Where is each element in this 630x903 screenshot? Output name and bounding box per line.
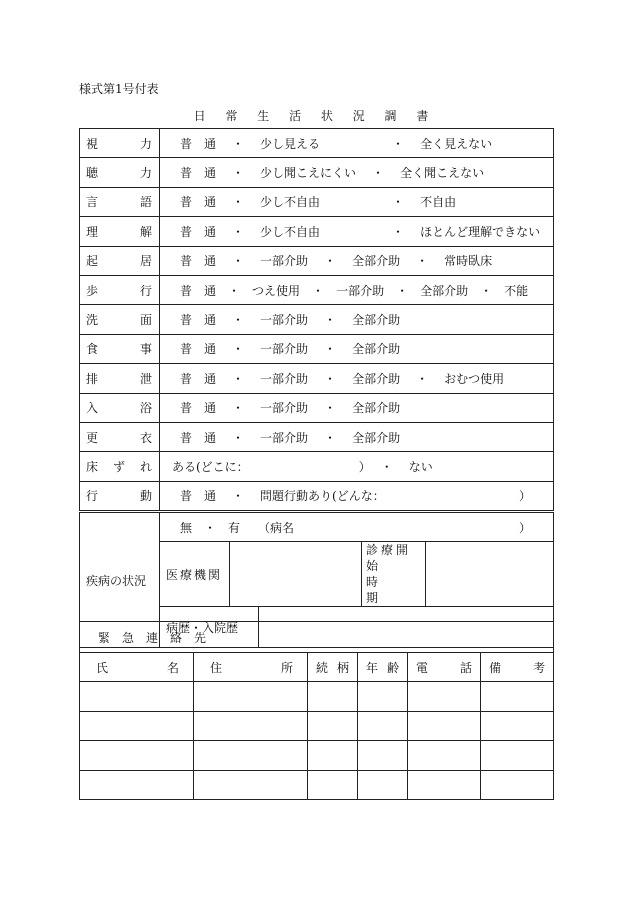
separator-dot: ・ [392,136,405,151]
contact-cell[interactable] [308,741,358,771]
bedsore-no[interactable]: ない [408,459,433,474]
option-choice[interactable]: 普 通 [180,342,217,357]
assessment-label: 更 衣 [80,422,160,451]
assessment-label: 歩 行 [80,275,160,304]
option-choice[interactable]: 不自由 [420,195,457,210]
assessment-row [80,364,554,393]
form-number: 様式第1号付表 [79,82,159,96]
option-choice[interactable]: 一部介助 [260,254,309,269]
option-choice [336,223,376,240]
assessment-options [160,158,554,187]
contact-cell[interactable] [194,741,308,771]
separator-dot: ・ [232,166,245,181]
separator-dot: ・ [232,254,245,269]
contact-cell[interactable] [308,682,358,712]
assessment-row [80,158,554,187]
contact-cell[interactable] [80,711,194,741]
bedsore-options[interactable]: ある(どこに： ） ・ ない [160,452,554,481]
option-choice[interactable]: おむつ使用 [444,371,505,386]
assessment-row [80,393,554,422]
separator-dot: ・ [396,283,409,298]
separator-dot: ・ [392,224,405,239]
option-choice[interactable]: 常時臥床 [444,254,493,269]
option-choice[interactable]: 普 通 [180,254,217,269]
contact-cell[interactable] [194,711,308,741]
contact-column-header: 続 柄 [308,653,358,682]
separator-dot: ・ [232,136,245,151]
assessment-options [160,187,554,216]
separator-dot: ・ [392,195,405,210]
separator-dot: ・ [372,166,385,181]
separator-dot: ・ [232,489,245,504]
separator-dot: ・ [232,224,245,239]
assessment-label: 食 事 [80,334,160,363]
option-choice[interactable]: 全部介助 [352,401,401,416]
separator-dot: ・ [232,401,245,416]
option-choice[interactable]: 一部介助 [260,371,309,386]
contact-cell[interactable] [194,682,308,712]
bedsore-yes[interactable]: ある(どこに： [172,459,249,474]
contact-cell[interactable] [481,711,554,741]
assessment-label: 言 語 [80,187,160,216]
separator-dot: ・ [232,195,245,210]
assessment-options [160,422,554,451]
separator-dot: ・ [416,254,429,269]
option-choice[interactable]: 全部介助 [352,430,401,445]
option-choice[interactable]: 少し見える [260,136,321,151]
option-choice[interactable]: 全部介助 [352,254,401,269]
assessment-options [160,393,554,422]
option-choice[interactable]: 普 通 [180,224,217,239]
hospital-label: 医療機関 [160,542,230,607]
assessment-options [160,275,554,304]
behavior-normal[interactable]: 普 通 [180,489,217,504]
option-choice[interactable]: 一部介助 [260,342,309,357]
separator-dot: ・ [380,459,393,474]
assessment-options [160,334,554,363]
option-choice[interactable]: 普 通 [180,195,217,210]
contact-cell[interactable] [194,770,308,800]
contact-cell[interactable] [481,741,554,771]
daily-living-table [79,128,554,511]
separator-dot: ・ [232,342,245,357]
contact-cell[interactable] [358,770,408,800]
separator-dot: ・ [324,371,337,386]
emergency-contact-title: 緊 急 連 絡 先 [80,622,554,653]
contact-row [80,682,554,712]
assessment-label: 理 解 [80,217,160,246]
contact-cell[interactable] [80,682,194,712]
option-choice[interactable]: 全部介助 [352,371,401,386]
option-choice[interactable]: 少し不自由 [260,224,321,239]
separator-dot: ・ [480,283,493,298]
contact-cell[interactable] [80,741,194,771]
separator-dot: ・ [232,371,245,386]
treatment-start-value-cell[interactable] [426,542,554,607]
assessment-row [80,275,554,304]
contact-row [80,741,554,771]
assessment-row [80,217,554,246]
option-choice[interactable]: 普 通 [180,283,217,298]
assessment-label: 起 居 [80,246,160,275]
contact-cell[interactable] [308,770,358,800]
contact-row [80,770,554,800]
disease-status-label: 疾病の状況 [80,513,160,648]
bedsore-row [80,452,554,481]
contact-cell[interactable] [358,741,408,771]
disease-presence-text: 無 ・ 有 （病名 [180,520,295,535]
separator-dot: ・ [312,283,325,298]
separator-dot: ・ [324,313,337,328]
option-choice[interactable]: 全部介助 [420,283,469,298]
assessment-row [80,305,554,334]
contact-column-header: 備 考 [481,653,554,682]
hospital-value-cell[interactable] [230,542,362,607]
disease-presence-cell[interactable] [160,513,554,542]
option-choice[interactable]: 全部介助 [352,342,401,357]
separator-dot: ・ [232,430,245,445]
assessment-row [80,129,554,158]
contact-cell[interactable] [80,770,194,800]
option-choice [336,193,376,210]
contact-column-header: 氏 名 [80,653,194,682]
option-choice[interactable]: 一部介助 [260,401,309,416]
bedsore-label: 床 ず れ [80,452,160,481]
emergency-contact-table [79,621,554,800]
assessment-label: 洗 面 [80,305,160,334]
option-choice[interactable]: 一部介助 [260,313,309,328]
assessment-label: 排 泄 [80,364,160,393]
separator-dot: ・ [324,342,337,357]
contact-cell[interactable] [408,741,481,771]
assessment-label: 入 浴 [80,393,160,422]
contact-column-header: 年 齢 [358,653,408,682]
contact-cell[interactable] [408,682,481,712]
option-choice[interactable]: ほとんど理解できない [420,224,541,239]
assessment-row [80,246,554,275]
option-choice[interactable]: 普 通 [180,430,217,445]
behavior-label: 行 動 [80,481,160,510]
contact-row [80,711,554,741]
document-title: 日 常 生 活 状 況 調 書 [193,109,437,123]
option-choice[interactable]: 普 通 [180,371,217,386]
behavior-row [80,481,554,510]
option-choice[interactable]: 全く聞こえない [400,166,485,181]
option-choice[interactable]: 普 通 [180,166,217,181]
option-choice[interactable]: 普 通 [180,136,217,151]
behavior-problem[interactable]: 問題行動あり(どんな： [260,489,385,504]
assessment-options [160,217,554,246]
assessment-label: 聴 力 [80,158,160,187]
option-choice[interactable]: 不能 [504,283,529,298]
behavior-options[interactable]: 普 通 ・ 問題行動あり(どんな： ） [160,481,554,510]
assessment-options [160,305,554,334]
contact-cell[interactable] [481,770,554,800]
contact-cell[interactable] [408,770,481,800]
option-choice[interactable]: 普 通 [180,401,217,416]
assessment-row [80,334,554,363]
separator-dot: ・ [232,313,245,328]
contact-column-header: 電 話 [408,653,481,682]
option-choice[interactable]: 一部介助 [336,283,385,298]
assessment-row [80,187,554,216]
medical-history-label: 病歴・入院歴 [160,607,259,647]
option-choice[interactable]: 全く見えない [420,136,493,151]
separator-dot: ・ [324,430,337,445]
contact-column-header: 住 所 [194,653,308,682]
separator-dot: ・ [324,401,337,416]
separator-dot: ・ [228,283,241,298]
option-choice[interactable]: 一部介助 [260,430,309,445]
contact-cell[interactable] [481,682,554,712]
contact-cell[interactable] [408,711,481,741]
option-choice[interactable]: 少し聞こえにくい [260,166,357,181]
option-choice [336,135,376,152]
option-choice[interactable]: つえ使用 [252,283,301,298]
option-choice[interactable]: 全部介助 [352,313,401,328]
contact-cell[interactable] [308,711,358,741]
option-choice[interactable]: 普 通 [180,313,217,328]
option-choice[interactable]: 少し不自由 [260,195,321,210]
disease-presence-close: ） [519,520,532,535]
contact-cell[interactable] [358,682,408,712]
assessment-options [160,364,554,393]
assessment-row [80,422,554,451]
contact-cell[interactable] [358,711,408,741]
assessment-options [160,246,554,275]
separator-dot: ・ [416,371,429,386]
assessment-label: 視 力 [80,129,160,158]
assessment-options [160,129,554,158]
separator-dot: ・ [324,254,337,269]
treatment-start-label: 診療開始 時 期 [362,542,426,607]
